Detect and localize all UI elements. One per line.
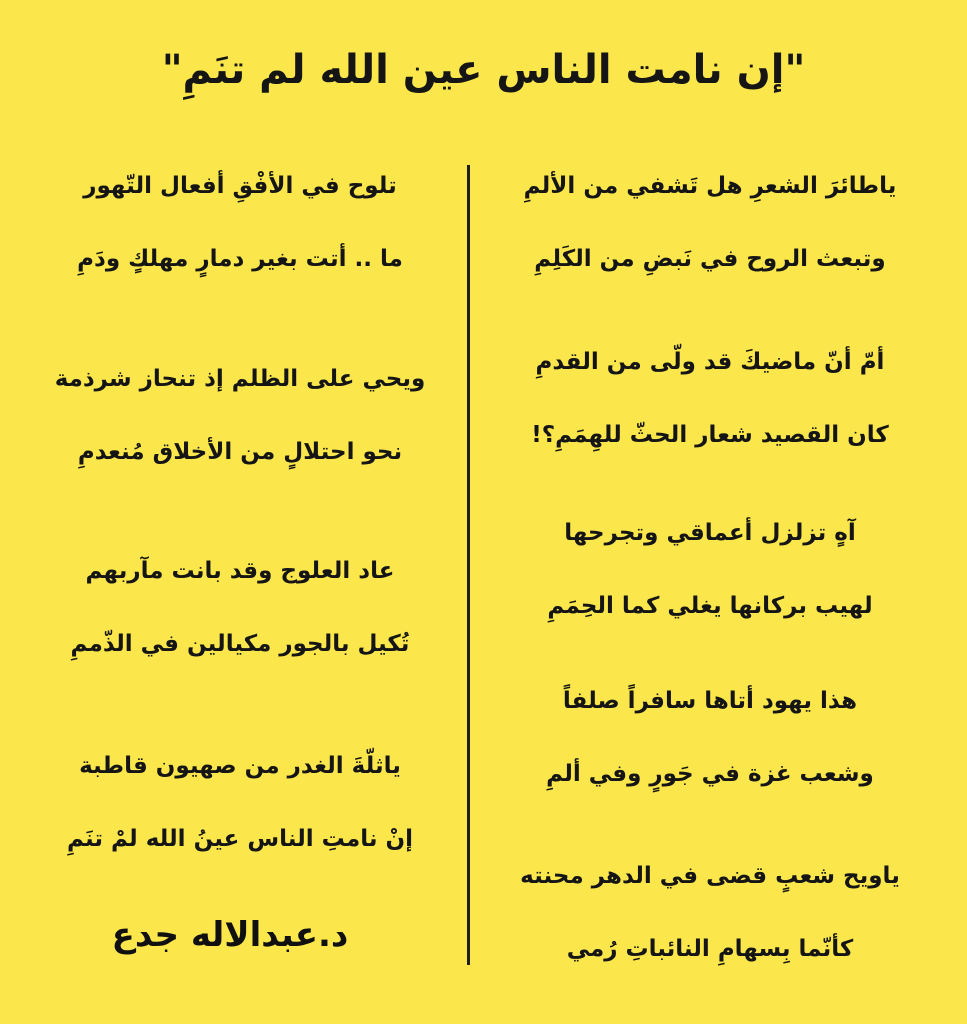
stanza	[35, 150, 445, 296]
poem-title: "إن نامت الناس عين الله لم تنَمِ"	[161, 47, 806, 93]
verse: ياثلّةَ الغدر من صهيون قاطبة	[79, 753, 401, 779]
verse: ما .. أتت بغير دمارٍ مهلكٍ ودَمِ	[77, 246, 403, 272]
verse: إنْ نامتِ الناس عينُ الله لمْ تنَمِ	[66, 826, 414, 852]
verse: لهيب بركانها يغلي كما الحِمَمِ	[547, 593, 873, 619]
stanza	[495, 497, 925, 643]
verse: آهٍ تزلزل أعماقي وتجرحها	[564, 520, 856, 546]
stanza	[495, 150, 925, 296]
verse: عاد العلوج وقد بانت مآربهم	[85, 558, 395, 584]
stanza	[35, 343, 445, 489]
author-signature: د.عبدالاله جدع	[111, 915, 349, 955]
verse: وشعب غزة في جَورٍ وفي ألمِ	[546, 761, 874, 787]
stanza	[495, 665, 925, 811]
stanza	[495, 326, 925, 472]
verse: هذا يهود أتاها سافراً صلفاً	[562, 688, 858, 714]
verse: أمّ أنّ ماضيكَ قد ولّى من القدمِ	[535, 349, 885, 375]
column-divider	[467, 165, 470, 965]
verse: ياويح شعبٍ قضى في الدهر محنته	[520, 863, 900, 889]
stanza	[495, 840, 925, 986]
verse: كأنّما بِسهامِ النائباتِ رُمي	[566, 936, 854, 962]
stanza	[35, 730, 445, 876]
verse: تلوح في الأفْقِ أفعال التّهور	[83, 173, 397, 199]
verse: كان القصيد شعار الحثّ للهِمَمِ؟!	[531, 422, 889, 448]
verse: تُكيل بالجور مكيالين في الذّممِ	[70, 631, 410, 657]
verse: ويحي على الظلم إذ تنحاز شرذمة	[54, 366, 426, 392]
verse: نحو احتلالٍ من الأخلاق مُنعدمِ	[77, 439, 403, 465]
verse: ياطائرَ الشعرِ هل تَشفي من الألمِ	[523, 173, 897, 199]
verse: وتبعث الروح في نَبضِ من الكَلِمِ	[534, 246, 886, 272]
stanza	[35, 535, 445, 681]
